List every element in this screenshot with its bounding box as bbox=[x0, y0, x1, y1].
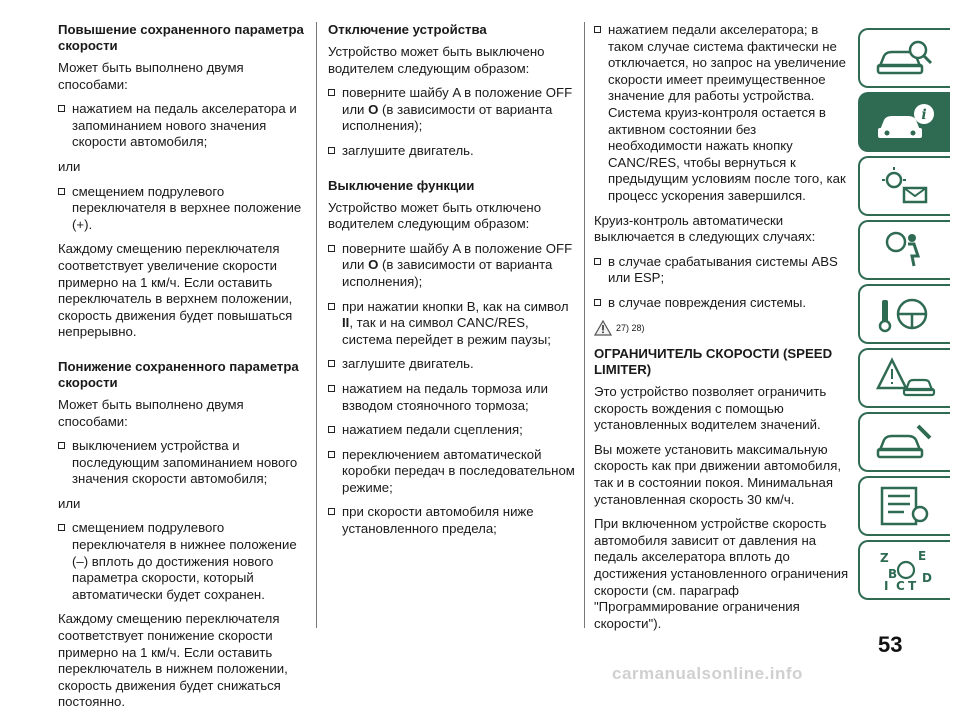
paragraph: Может быть выполнено двумя способами: bbox=[58, 396, 244, 429]
checkbox-bullet-icon bbox=[328, 451, 335, 458]
list-item: поверните шайбу A в положение OFF или O (в зависимости от варианта исполнения); bbox=[328, 241, 580, 291]
list-item: в случае повреждения системы. bbox=[594, 295, 852, 312]
key-steering-icon bbox=[874, 292, 936, 336]
column-1 bbox=[58, 22, 306, 719]
list-item: выключением устройства и последующим запоминанием нового значения скорости автомобиля; bbox=[58, 438, 306, 488]
checkbox-bullet-icon bbox=[328, 303, 335, 310]
checkbox-bullet-icon bbox=[58, 442, 65, 449]
list-item: нажатием педали акселератора; в таком случае система фактически не отключается, но запрос на увеличение скорости имеет преимущественное значение для работы устройства. Система круиз-контроля остается в активном состоянии без необходимости нажать кнопку CANC/RES, чтобы вернуться к предыдущим условиям после того, как процесс ускорения завершился. bbox=[594, 22, 852, 205]
heading-function-off: Выключение функции bbox=[328, 177, 475, 193]
tab-alphabet-index[interactable] bbox=[858, 540, 950, 600]
tab-car-info[interactable] bbox=[858, 92, 950, 152]
checkbox-bullet-icon bbox=[58, 188, 65, 195]
list-item: при нажатии кнопки B, как на символ II, так и на символ CANC/RES, система перейдет в режим паузы; bbox=[328, 299, 580, 349]
warning-triangle-icon bbox=[594, 320, 612, 336]
list-item: смещением подрулевого переключателя в верхнее положение (+). bbox=[58, 184, 306, 234]
list-item: нажатием на педаль тормоза или взводом стояночного тормоза; bbox=[328, 381, 580, 414]
svg-text:I: I bbox=[884, 579, 889, 592]
lights-mail-icon bbox=[874, 164, 936, 208]
tab-lights-mail[interactable] bbox=[858, 156, 950, 216]
paragraph: Устройство может быть отключено водителем следующим образом: bbox=[328, 199, 542, 232]
svg-text:C: C bbox=[896, 579, 905, 592]
airbag-person-icon bbox=[874, 228, 936, 272]
paragraph: Каждому смещению переключателя соответствует увеличение скорости примерно на 1 км/ч. Если оставить переключатель в верхнем положении, скорость движения будет повышаться непрерывно. bbox=[58, 241, 293, 340]
list-item: заглушите двигатель. bbox=[328, 356, 580, 373]
checkbox-bullet-icon bbox=[594, 26, 601, 33]
checkbox-bullet-icon bbox=[58, 524, 65, 531]
heading-decrease-speed: Понижение сохраненного параметра скорости bbox=[58, 358, 299, 390]
list-item: поверните шайбу A в положение OFF или O (в зависимости от варианта исполнения); bbox=[328, 85, 580, 135]
list-item: нажатием на педаль акселератора и запоминанием нового значения скорости автомобиля; bbox=[58, 101, 306, 151]
paragraph: Круиз-контроль автоматически выключается в следующих случаях: bbox=[594, 212, 816, 245]
tab-car-wrench[interactable] bbox=[858, 412, 950, 472]
column-2 bbox=[328, 22, 580, 546]
checkbox-bullet-icon bbox=[328, 508, 335, 515]
checkbox-bullet-icon bbox=[328, 245, 335, 252]
svg-text:B: B bbox=[888, 567, 898, 581]
heading-increase-speed: Повышение сохраненного параметра скорости bbox=[58, 22, 304, 53]
list-item: смещением подрулевого переключателя в нижнее положение (–) вплоть до достижения нового параметра скорости, который автоматически будет сохранен. bbox=[58, 520, 306, 603]
page-number: 53 bbox=[878, 632, 903, 657]
tab-warning-car[interactable] bbox=[858, 348, 950, 408]
checkbox-bullet-icon bbox=[328, 360, 335, 367]
tab-list-settings[interactable] bbox=[858, 476, 950, 536]
checkbox-bullet-icon bbox=[328, 147, 335, 154]
list-item: нажатием педали сцепления; bbox=[328, 422, 580, 439]
svg-text:Z: Z bbox=[880, 551, 889, 565]
svg-text:E: E bbox=[918, 549, 927, 563]
warning-references: 27) 28) bbox=[594, 320, 852, 337]
paragraph: Устройство может быть выключено водителем следующим образом: bbox=[328, 44, 545, 76]
tab-airbag[interactable] bbox=[858, 220, 950, 280]
checkbox-bullet-icon bbox=[328, 89, 335, 96]
svg-text:i: i bbox=[921, 107, 927, 123]
list-item: в случае срабатывания системы ABS или ESP; bbox=[594, 254, 852, 287]
checkbox-bullet-icon bbox=[328, 426, 335, 433]
svg-text:T: T bbox=[908, 579, 917, 592]
paragraph: Это устройство позволяет ограничить скорость вождения с помощью установленных водителем значений. bbox=[594, 384, 827, 433]
svg-text:D: D bbox=[922, 571, 932, 585]
column-divider-2 bbox=[584, 22, 585, 628]
checkbox-bullet-icon bbox=[594, 299, 601, 306]
heading-device-off: Отключение устройства bbox=[328, 22, 487, 37]
or-text: или bbox=[58, 158, 81, 174]
or-text: или bbox=[58, 495, 81, 511]
paragraph: Может быть выполнено двумя способами: bbox=[58, 60, 244, 92]
car-search-icon bbox=[874, 36, 936, 80]
paragraph: Каждому смещению переключателя соответствует понижение скорости примерно на 1 км/ч. Если оставить переключатель в нижнем положении, скорость движения будет снижаться постоянно. bbox=[58, 611, 288, 710]
checkbox-bullet-icon bbox=[328, 385, 335, 392]
watermark: carmanualsonline.info bbox=[612, 664, 803, 683]
tab-key-steering[interactable] bbox=[858, 284, 950, 344]
checkbox-bullet-icon bbox=[58, 105, 65, 112]
warning-car-icon bbox=[874, 356, 936, 400]
car-wrench-icon bbox=[874, 420, 936, 464]
column-divider-1 bbox=[316, 22, 317, 628]
tab-car-search[interactable] bbox=[858, 28, 950, 88]
heading-speed-limiter: ОГРАНИЧИТЕЛЬ СКОРОСТИ (SPEED LIMITER) bbox=[594, 346, 833, 378]
checkbox-bullet-icon bbox=[594, 258, 601, 265]
list-item: заглушите двигатель. bbox=[328, 143, 580, 160]
column-3 bbox=[594, 22, 852, 640]
paragraph: Вы можете установить максимальную скорость как при движении автомобиля, так и в состоянии покоя. Минимальная установленная скорость 30 км/ч. bbox=[594, 441, 842, 507]
alphabet-index-icon bbox=[874, 548, 936, 592]
paragraph: При включенном устройстве скорость автомобиля зависит от давления на педаль акселератора вплоть до достижения установленного ограничения скорости (см. параграф "Программирование ограничения скорости"). bbox=[594, 516, 849, 631]
list-item: переключением автоматической коробки передач в последовательном режиме; bbox=[328, 447, 580, 497]
list-settings-icon bbox=[874, 484, 936, 528]
list-item: при скорости автомобиля ниже установленного предела; bbox=[328, 504, 580, 537]
car-info-icon bbox=[874, 100, 936, 144]
